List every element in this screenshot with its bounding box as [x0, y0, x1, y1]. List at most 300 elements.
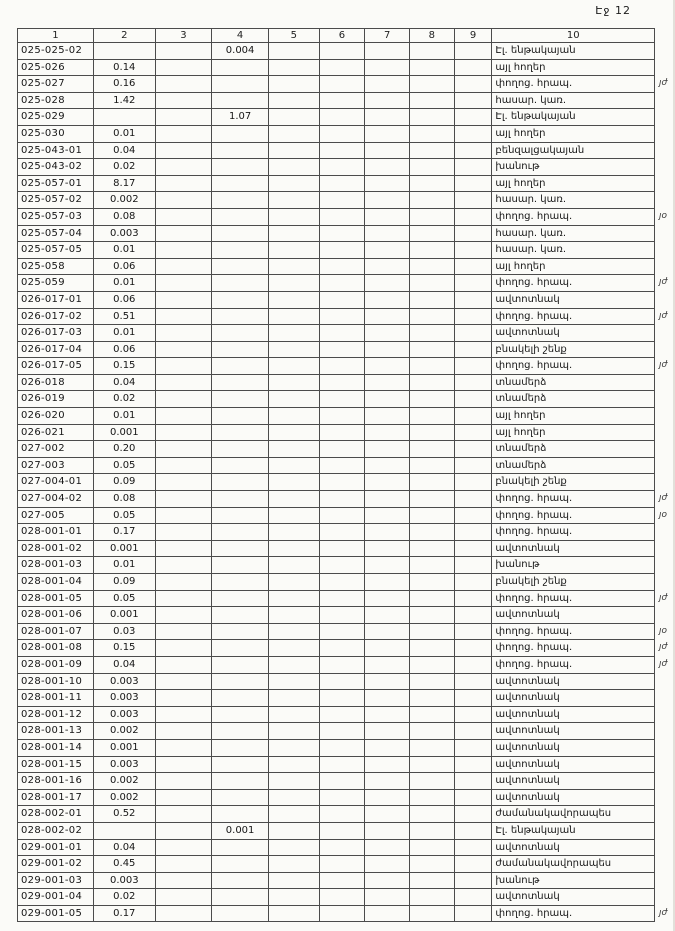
header-col-8: 8 [409, 29, 454, 43]
cell-col9 [454, 822, 492, 839]
cell-area-col4 [212, 640, 269, 657]
cell-landuse: փողոց. հրապ. [492, 76, 655, 93]
cell-area-col2: 0.002 [93, 773, 155, 790]
cell-col5 [269, 258, 320, 275]
margin-annotation [655, 457, 675, 474]
cell-parcel-code: 028-001-11 [18, 690, 94, 707]
cell-parcel-code: 028-002-01 [18, 806, 94, 823]
cell-col7 [365, 491, 410, 508]
cell-col3 [155, 889, 212, 906]
cell-col6 [319, 574, 365, 591]
cell-col9 [454, 706, 492, 723]
cell-col9 [454, 806, 492, 823]
cell-col6 [319, 756, 365, 773]
cell-landuse: ավտոտնակ [492, 789, 655, 806]
cell-col7 [365, 242, 410, 259]
cell-parcel-code: 026-017-03 [18, 325, 94, 342]
margin-annotation [655, 789, 675, 806]
cell-col8 [409, 474, 454, 491]
cell-col3 [155, 391, 212, 408]
cell-col6 [319, 125, 365, 142]
cell-col3 [155, 424, 212, 441]
cell-area-col2: 0.003 [93, 706, 155, 723]
cell-col7 [365, 92, 410, 109]
table-row [18, 756, 675, 773]
cell-col6 [319, 474, 365, 491]
table-row [18, 690, 675, 707]
cell-col7 [365, 441, 410, 458]
cell-col8 [409, 739, 454, 756]
table-row [18, 391, 675, 408]
cell-landuse: բենզալցակայան [492, 142, 655, 159]
cell-parcel-code: 028-001-08 [18, 640, 94, 657]
cell-col9 [454, 889, 492, 906]
cell-col8 [409, 457, 454, 474]
margin-annotation [655, 192, 675, 209]
cell-landuse: այլ հողեր [492, 125, 655, 142]
cell-col8 [409, 208, 454, 225]
cell-col3 [155, 640, 212, 657]
cell-area-col4 [212, 839, 269, 856]
cell-area-col2: 0.001 [93, 540, 155, 557]
cell-area-col4 [212, 491, 269, 508]
cell-col6 [319, 673, 365, 690]
cell-col6 [319, 739, 365, 756]
cell-col6 [319, 905, 365, 922]
cell-parcel-code: 025-029 [18, 109, 94, 126]
cell-area-col4 [212, 142, 269, 159]
cell-area-col2: 0.05 [93, 457, 155, 474]
table-row [18, 822, 675, 839]
cell-area-col4 [212, 391, 269, 408]
cell-landuse: բնակելի շենք [492, 574, 655, 591]
cell-col7 [365, 739, 410, 756]
cell-col5 [269, 125, 320, 142]
cell-col6 [319, 291, 365, 308]
cell-col6 [319, 723, 365, 740]
cell-col6 [319, 341, 365, 358]
cell-area-col4 [212, 424, 269, 441]
margin-annotation: յժ [659, 310, 668, 321]
cell-col6 [319, 159, 365, 176]
cell-col6 [319, 275, 365, 292]
cell-col5 [269, 789, 320, 806]
cell-col8 [409, 76, 454, 93]
cell-area-col4: 0.004 [212, 43, 269, 60]
cell-col7 [365, 457, 410, 474]
cell-col7 [365, 424, 410, 441]
margin-annotation [655, 872, 675, 889]
table-row [18, 441, 675, 458]
cell-col8 [409, 690, 454, 707]
table-row [18, 358, 675, 375]
cell-col8 [409, 640, 454, 657]
cell-col3 [155, 491, 212, 508]
cell-col3 [155, 789, 212, 806]
cell-col9 [454, 424, 492, 441]
cell-col8 [409, 507, 454, 524]
cell-col6 [319, 557, 365, 574]
cell-area-col4 [212, 607, 269, 624]
cell-col8 [409, 905, 454, 922]
cell-col8 [409, 408, 454, 425]
header-col-3: 3 [155, 29, 212, 43]
cell-parcel-code: 027-004-01 [18, 474, 94, 491]
cell-area-col2: 0.04 [93, 656, 155, 673]
cell-col6 [319, 258, 365, 275]
table-row [18, 159, 675, 176]
cell-area-col4 [212, 325, 269, 342]
cell-col9 [454, 225, 492, 242]
cell-parcel-code: 026-019 [18, 391, 94, 408]
cell-area-col2: 0.003 [93, 225, 155, 242]
cell-col7 [365, 374, 410, 391]
cell-col6 [319, 640, 365, 657]
cell-col7 [365, 540, 410, 557]
cell-col5 [269, 706, 320, 723]
table-row [18, 59, 675, 76]
cell-col8 [409, 159, 454, 176]
cell-col6 [319, 540, 365, 557]
cell-col8 [409, 574, 454, 591]
cell-col7 [365, 159, 410, 176]
cell-area-col2: 1.42 [93, 92, 155, 109]
cell-col3 [155, 92, 212, 109]
cell-landuse: հասար. կառ. [492, 92, 655, 109]
cell-area-col2: 0.08 [93, 208, 155, 225]
cell-area-col2: 0.06 [93, 291, 155, 308]
cell-col7 [365, 208, 410, 225]
cell-area-col2: 0.17 [93, 905, 155, 922]
cell-parcel-code: 025-025-02 [18, 43, 94, 60]
margin-annotation [655, 706, 675, 723]
margin-annotation: յօ [659, 210, 668, 221]
cell-col5 [269, 872, 320, 889]
cell-col8 [409, 491, 454, 508]
cell-area-col2: 0.001 [93, 424, 155, 441]
cell-area-col4 [212, 706, 269, 723]
header-col-9: 9 [454, 29, 492, 43]
cell-area-col2: 0.09 [93, 574, 155, 591]
cell-area-col2: 0.52 [93, 806, 155, 823]
table-row [18, 109, 675, 126]
cell-area-col2: 0.06 [93, 341, 155, 358]
cell-col3 [155, 258, 212, 275]
cell-col5 [269, 308, 320, 325]
cell-col6 [319, 374, 365, 391]
cell-landuse: ավտոտնակ [492, 325, 655, 342]
cell-col6 [319, 623, 365, 640]
cell-col5 [269, 474, 320, 491]
cell-area-col2: 0.45 [93, 856, 155, 873]
cell-col6 [319, 59, 365, 76]
cell-landuse: հասար. կառ. [492, 192, 655, 209]
cell-area-col2: 0.05 [93, 590, 155, 607]
cell-parcel-code: 025-057-01 [18, 175, 94, 192]
cell-col9 [454, 391, 492, 408]
cell-col5 [269, 192, 320, 209]
cell-parcel-code: 028-001-17 [18, 789, 94, 806]
cell-col5 [269, 690, 320, 707]
cell-col6 [319, 92, 365, 109]
cell-area-col4 [212, 125, 269, 142]
cell-col3 [155, 590, 212, 607]
table-row [18, 557, 675, 574]
cell-col3 [155, 325, 212, 342]
cell-col8 [409, 92, 454, 109]
cell-col7 [365, 109, 410, 126]
cell-col9 [454, 92, 492, 109]
cell-col5 [269, 275, 320, 292]
table-row [18, 291, 675, 308]
cell-area-col4 [212, 258, 269, 275]
cell-col5 [269, 574, 320, 591]
cell-area-col4 [212, 358, 269, 375]
cell-parcel-code: 026-017-01 [18, 291, 94, 308]
cell-col9 [454, 76, 492, 93]
margin-annotation [655, 839, 675, 856]
cell-area-col2 [93, 109, 155, 126]
margin-annotation [655, 557, 675, 574]
table-row [18, 806, 675, 823]
header-col-5: 5 [269, 29, 320, 43]
cell-col7 [365, 640, 410, 657]
cell-col8 [409, 374, 454, 391]
cell-parcel-code: 027-004-02 [18, 491, 94, 508]
margin-annotation: յժ [659, 642, 668, 653]
table-row [18, 43, 675, 60]
cell-col5 [269, 325, 320, 342]
margin-annotation [655, 43, 675, 60]
cell-parcel-code: 027-003 [18, 457, 94, 474]
cell-parcel-code: 028-001-05 [18, 590, 94, 607]
margin-annotation [655, 574, 675, 591]
cell-area-col2: 0.002 [93, 789, 155, 806]
cell-col8 [409, 656, 454, 673]
cell-landuse: այլ հողեր [492, 424, 655, 441]
cell-landuse: փողոց. հրապ. [492, 507, 655, 524]
margin-annotation [655, 607, 675, 624]
cell-col9 [454, 905, 492, 922]
cell-col3 [155, 673, 212, 690]
cell-col5 [269, 242, 320, 259]
cell-col3 [155, 623, 212, 640]
table-row [18, 673, 675, 690]
cell-parcel-code: 028-001-10 [18, 673, 94, 690]
cell-col3 [155, 822, 212, 839]
cell-col7 [365, 59, 410, 76]
cell-col3 [155, 175, 212, 192]
cell-col6 [319, 789, 365, 806]
cell-col3 [155, 656, 212, 673]
cell-col7 [365, 822, 410, 839]
cell-col8 [409, 142, 454, 159]
cell-landuse: փողոց. հրապ. [492, 640, 655, 657]
cell-parcel-code: 029-001-03 [18, 872, 94, 889]
cell-parcel-code: 028-001-16 [18, 773, 94, 790]
cell-col3 [155, 706, 212, 723]
cell-col6 [319, 175, 365, 192]
margin-annotation [655, 856, 675, 873]
cell-area-col2: 0.01 [93, 325, 155, 342]
cell-col8 [409, 358, 454, 375]
cell-area-col2: 0.001 [93, 607, 155, 624]
cell-area-col4 [212, 789, 269, 806]
cell-col6 [319, 76, 365, 93]
cell-area-col2: 0.01 [93, 125, 155, 142]
margin-annotation: յժ [659, 658, 668, 669]
cell-landuse: խանութ [492, 159, 655, 176]
cell-col6 [319, 208, 365, 225]
cell-landuse: խանութ [492, 872, 655, 889]
cell-landuse: փողոց. հրապ. [492, 524, 655, 541]
cell-area-col4 [212, 275, 269, 292]
table-row [18, 491, 675, 508]
cell-col7 [365, 773, 410, 790]
cell-col9 [454, 474, 492, 491]
margin-annotation: յժ [659, 78, 668, 89]
cell-col6 [319, 109, 365, 126]
cell-col7 [365, 291, 410, 308]
table-row [18, 789, 675, 806]
cell-area-col2: 0.09 [93, 474, 155, 491]
cell-col8 [409, 706, 454, 723]
cell-col9 [454, 839, 492, 856]
cell-col9 [454, 59, 492, 76]
cell-col3 [155, 208, 212, 225]
cell-col3 [155, 524, 212, 541]
cell-col8 [409, 391, 454, 408]
cell-landuse: ավտոտնակ [492, 739, 655, 756]
cell-area-col2: 0.15 [93, 358, 155, 375]
table-row [18, 590, 675, 607]
table-row [18, 739, 675, 756]
margin-annotation [655, 125, 675, 142]
margin-annotation [655, 806, 675, 823]
cell-landuse: ավտոտնակ [492, 706, 655, 723]
table-body [18, 43, 675, 922]
cell-area-col2: 0.02 [93, 889, 155, 906]
cell-col5 [269, 623, 320, 640]
cell-area-col4 [212, 175, 269, 192]
cell-area-col4 [212, 656, 269, 673]
cell-area-col4 [212, 374, 269, 391]
header-margin-spacer [655, 29, 675, 43]
cell-col6 [319, 607, 365, 624]
margin-annotation: յժ [659, 277, 668, 288]
cell-col8 [409, 308, 454, 325]
cell-col7 [365, 889, 410, 906]
cell-col9 [454, 159, 492, 176]
cell-col3 [155, 374, 212, 391]
cell-area-col4 [212, 192, 269, 209]
cell-parcel-code: 025-057-02 [18, 192, 94, 209]
cell-col8 [409, 258, 454, 275]
cell-col8 [409, 673, 454, 690]
cell-landuse: բնակելի շենք [492, 474, 655, 491]
cell-landuse: ավտոտնակ [492, 607, 655, 624]
table-row [18, 457, 675, 474]
cell-col9 [454, 291, 492, 308]
cell-col3 [155, 291, 212, 308]
cell-area-col2: 0.003 [93, 690, 155, 707]
cell-col3 [155, 690, 212, 707]
cell-area-col4 [212, 441, 269, 458]
cell-parcel-code: 027-002 [18, 441, 94, 458]
table-row [18, 92, 675, 109]
cell-landuse: ավտոտնակ [492, 756, 655, 773]
cell-col8 [409, 325, 454, 342]
cell-landuse: տնամերձ [492, 374, 655, 391]
table-row [18, 142, 675, 159]
cell-area-col4 [212, 856, 269, 873]
cell-col5 [269, 358, 320, 375]
cell-parcel-code: 026-017-04 [18, 341, 94, 358]
table-row [18, 640, 675, 657]
cell-col7 [365, 690, 410, 707]
cell-area-col4 [212, 673, 269, 690]
cell-area-col4 [212, 59, 269, 76]
margin-annotation [655, 325, 675, 342]
cadastre-table [17, 28, 675, 922]
cell-col9 [454, 673, 492, 690]
cell-area-col4 [212, 308, 269, 325]
cell-parcel-code: 025-043-01 [18, 142, 94, 159]
cell-area-col2: 0.08 [93, 491, 155, 508]
cell-col3 [155, 773, 212, 790]
table-row [18, 474, 675, 491]
cell-col7 [365, 607, 410, 624]
cell-col7 [365, 474, 410, 491]
cell-landuse: ավտոտնակ [492, 889, 655, 906]
cell-area-col4 [212, 574, 269, 591]
header-col-2: 2 [93, 29, 155, 43]
margin-annotation: յօ [659, 509, 668, 520]
cell-parcel-code: 028-001-15 [18, 756, 94, 773]
cell-col5 [269, 822, 320, 839]
cell-area-col2 [93, 822, 155, 839]
cell-col8 [409, 822, 454, 839]
cell-parcel-code: 026-017-02 [18, 308, 94, 325]
cell-col8 [409, 291, 454, 308]
cell-col7 [365, 341, 410, 358]
cell-col8 [409, 540, 454, 557]
cell-area-col2: 0.20 [93, 441, 155, 458]
cell-landuse: տնամերձ [492, 441, 655, 458]
header-col-6: 6 [319, 29, 365, 43]
cell-landuse: ավտոտնակ [492, 673, 655, 690]
margin-annotation [655, 225, 675, 242]
table-row [18, 723, 675, 740]
cell-col8 [409, 723, 454, 740]
cell-area-col2: 0.16 [93, 76, 155, 93]
cell-area-col2: 0.51 [93, 308, 155, 325]
cell-col7 [365, 706, 410, 723]
cell-col7 [365, 574, 410, 591]
cell-landuse: այլ հողեր [492, 175, 655, 192]
cell-col5 [269, 540, 320, 557]
cell-col5 [269, 607, 320, 624]
cell-col7 [365, 391, 410, 408]
cell-col7 [365, 192, 410, 209]
cell-col9 [454, 690, 492, 707]
cell-col6 [319, 225, 365, 242]
cell-col9 [454, 789, 492, 806]
cell-area-col4 [212, 225, 269, 242]
margin-annotation [655, 690, 675, 707]
cell-parcel-code: 025-026 [18, 59, 94, 76]
cell-col6 [319, 656, 365, 673]
